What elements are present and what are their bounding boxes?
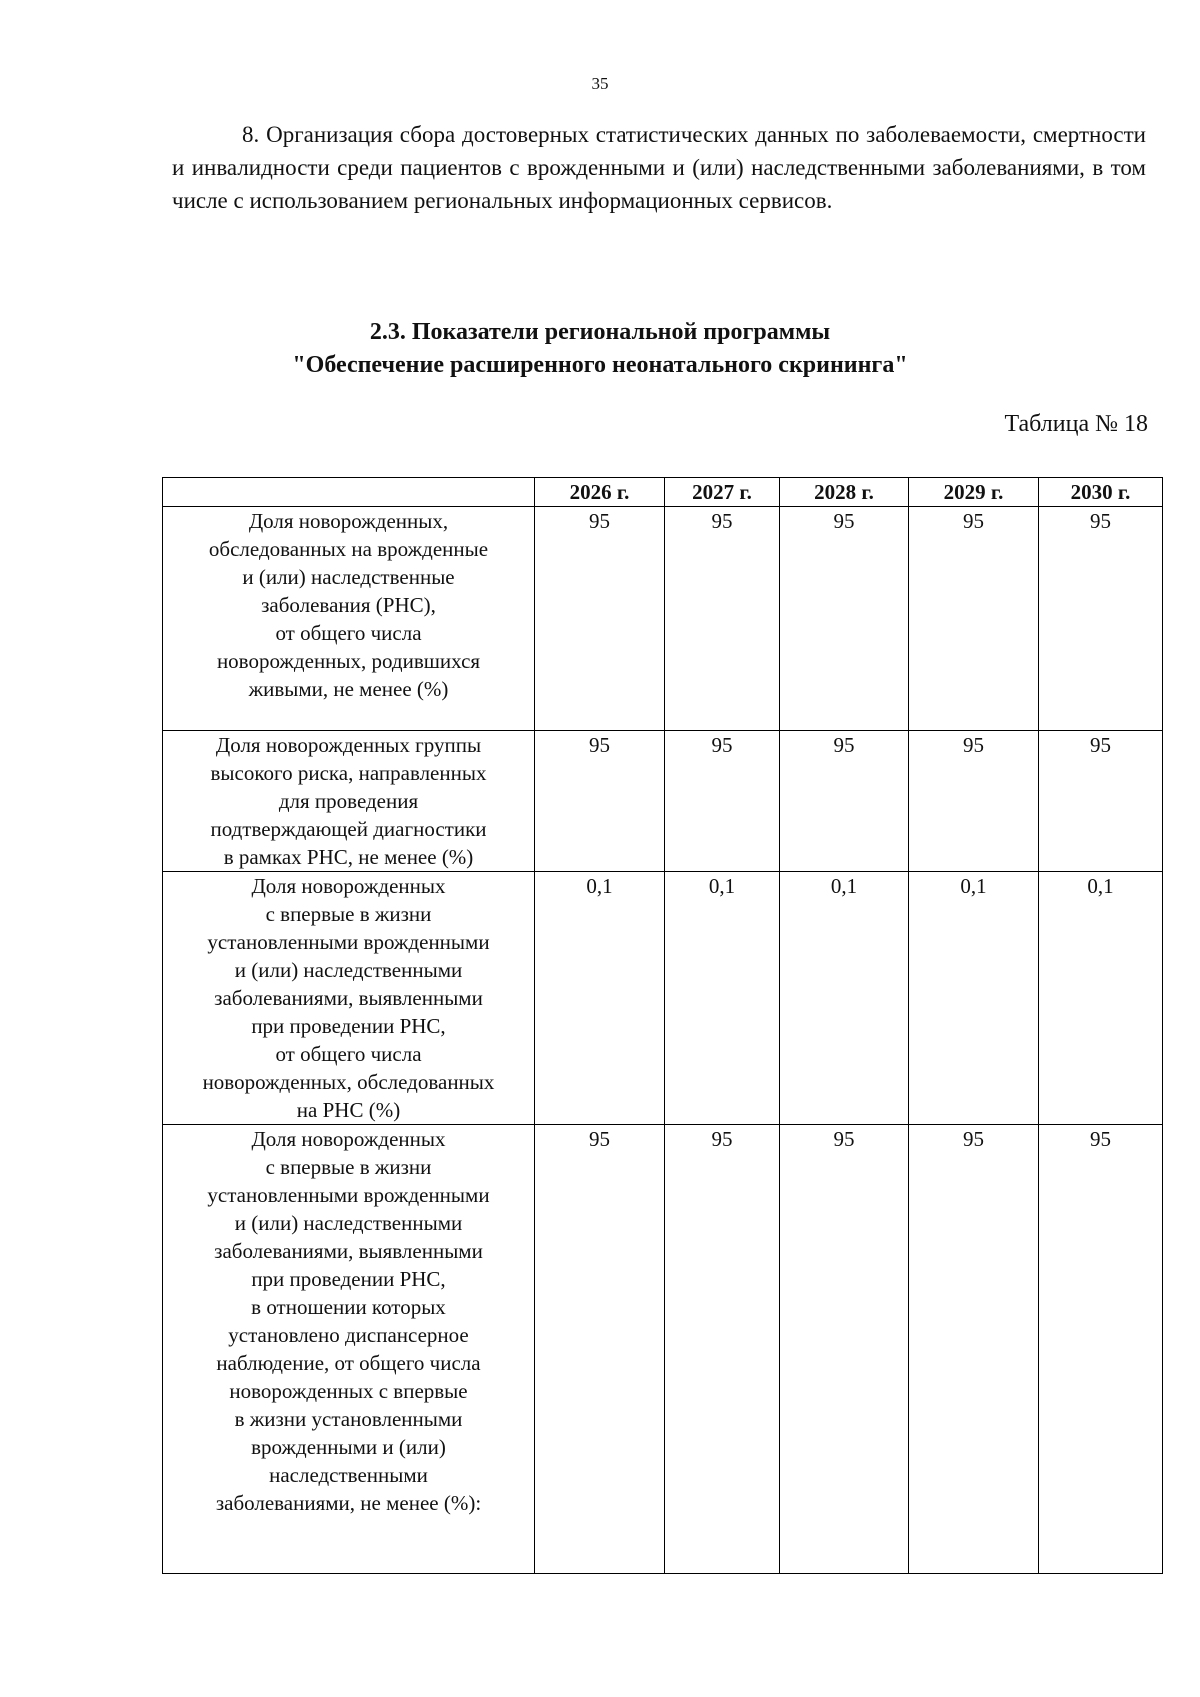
indicator-label-line: при проведении РНС, <box>251 1014 446 1038</box>
indicator-value: 0,1 <box>535 872 665 1125</box>
indicator-label-line: при проведении РНС, <box>251 1267 446 1291</box>
indicator-label-line: новорожденных, обследованных <box>202 1070 495 1094</box>
header-year: 2026 г. <box>535 478 665 507</box>
indicator-label-line: обследованных на врожденные <box>208 537 489 561</box>
table-row <box>163 731 1163 872</box>
table-row <box>163 507 1163 731</box>
indicator-label-line: установленными врожденными <box>207 930 490 954</box>
table-row <box>163 1125 1163 1574</box>
indicator-label-line: заболеваниями, выявленными <box>214 1239 483 1263</box>
intro-paragraph: 8. Организация сбора достоверных статистических данных по заболеваемости, смертности и инвалидности среди пациентов с врожденными и (или) наследственными заболеваниями, в том числе с использованием региональных информационных сервисов. <box>172 122 1146 213</box>
indicator-label-line: высокого риска, направленных <box>210 761 487 785</box>
section-title-line-1: 2.3. Показатели региональной программы <box>369 319 831 345</box>
indicator-label-line: в отношении которых <box>251 1295 446 1319</box>
indicator-value: 95 <box>1039 1125 1163 1574</box>
indicator-label-line: Доля новорожденных группы <box>215 733 482 757</box>
indicator-label-line: новорожденных, родившихся <box>216 649 481 673</box>
indicator-value: 95 <box>780 731 909 872</box>
header-corner <box>163 478 535 507</box>
indicator-value: 95 <box>535 507 665 731</box>
indicator-value: 95 <box>665 731 780 872</box>
indicator-value: 95 <box>535 1125 665 1574</box>
indicator-label-line: подтверждающей диагностики <box>210 817 487 841</box>
header-year: 2027 г. <box>665 478 780 507</box>
indicator-value: 0,1 <box>1039 872 1163 1125</box>
header-year: 2029 г. <box>909 478 1039 507</box>
indicator-label-line: от общего числа <box>275 621 422 645</box>
indicator-label-line: Доля новорожденных, <box>248 509 449 533</box>
indicator-value: 0,1 <box>665 872 780 1125</box>
header-year: 2030 г. <box>1039 478 1163 507</box>
indicator-label-line: врожденными и (или) <box>251 1435 446 1459</box>
indicator-label <box>163 872 535 1125</box>
indicator-value: 95 <box>665 1125 780 1574</box>
indicator-label-line: с впервые в жизни <box>265 902 432 926</box>
table-row <box>163 872 1163 1125</box>
table-header-row <box>163 478 1163 507</box>
indicator-value: 95 <box>780 1125 909 1574</box>
indicator-label <box>163 731 535 872</box>
indicator-value: 95 <box>909 507 1039 731</box>
indicator-label-line: и (или) наследственными <box>234 1211 463 1235</box>
indicator-label-line: новорожденных с впервые <box>229 1379 468 1403</box>
indicator-label <box>163 1125 535 1574</box>
indicator-value: 0,1 <box>909 872 1039 1125</box>
page-number: 35 <box>591 74 609 93</box>
indicator-label-line: заболеваниями, выявленными <box>214 986 483 1010</box>
indicator-label-line: Доля новорожденных <box>251 1127 446 1151</box>
indicator-value: 95 <box>909 731 1039 872</box>
indicator-value: 95 <box>1039 731 1163 872</box>
indicator-label-line: для проведения <box>278 789 419 813</box>
indicator-label <box>163 507 535 731</box>
section-heading <box>0 316 1200 382</box>
indicator-value: 95 <box>909 1125 1039 1574</box>
indicator-label-line: в рамках РНС, не менее (%) <box>223 845 474 869</box>
indicator-label-line: наследственными <box>269 1463 428 1487</box>
indicator-value: 95 <box>780 507 909 731</box>
indicator-label-line: заболевания (РНС), <box>261 593 436 617</box>
indicator-label-line: установлено диспансерное <box>228 1323 469 1347</box>
indicator-label-line: с впервые в жизни <box>265 1155 432 1179</box>
indicator-label-line: и (или) наследственными <box>234 958 463 982</box>
indicator-label-line: и (или) наследственные <box>242 565 455 589</box>
indicator-label-line: Доля новорожденных <box>251 874 446 898</box>
indicator-label-line: от общего числа <box>275 1042 422 1066</box>
indicator-value: 95 <box>535 731 665 872</box>
indicator-label-line: заболеваниями, не менее (%): <box>215 1491 482 1515</box>
indicator-value: 95 <box>665 507 780 731</box>
header-year: 2028 г. <box>780 478 909 507</box>
table-caption: Таблица № 18 <box>1004 411 1148 437</box>
section-title-line-2: "Обеспечение расширенного неонатального скрининга" <box>292 352 908 378</box>
indicator-value: 95 <box>1039 507 1163 731</box>
indicator-value: 0,1 <box>780 872 909 1125</box>
indicator-label-line: установленными врожденными <box>207 1183 490 1207</box>
indicator-label-line: на РНС (%) <box>296 1098 401 1122</box>
indicator-label-line: живыми, не менее (%) <box>248 677 449 701</box>
indicator-label-line: в жизни установленными <box>234 1407 463 1431</box>
indicators-table <box>162 477 1163 1574</box>
indicator-label-line: наблюдение, от общего числа <box>216 1351 481 1375</box>
